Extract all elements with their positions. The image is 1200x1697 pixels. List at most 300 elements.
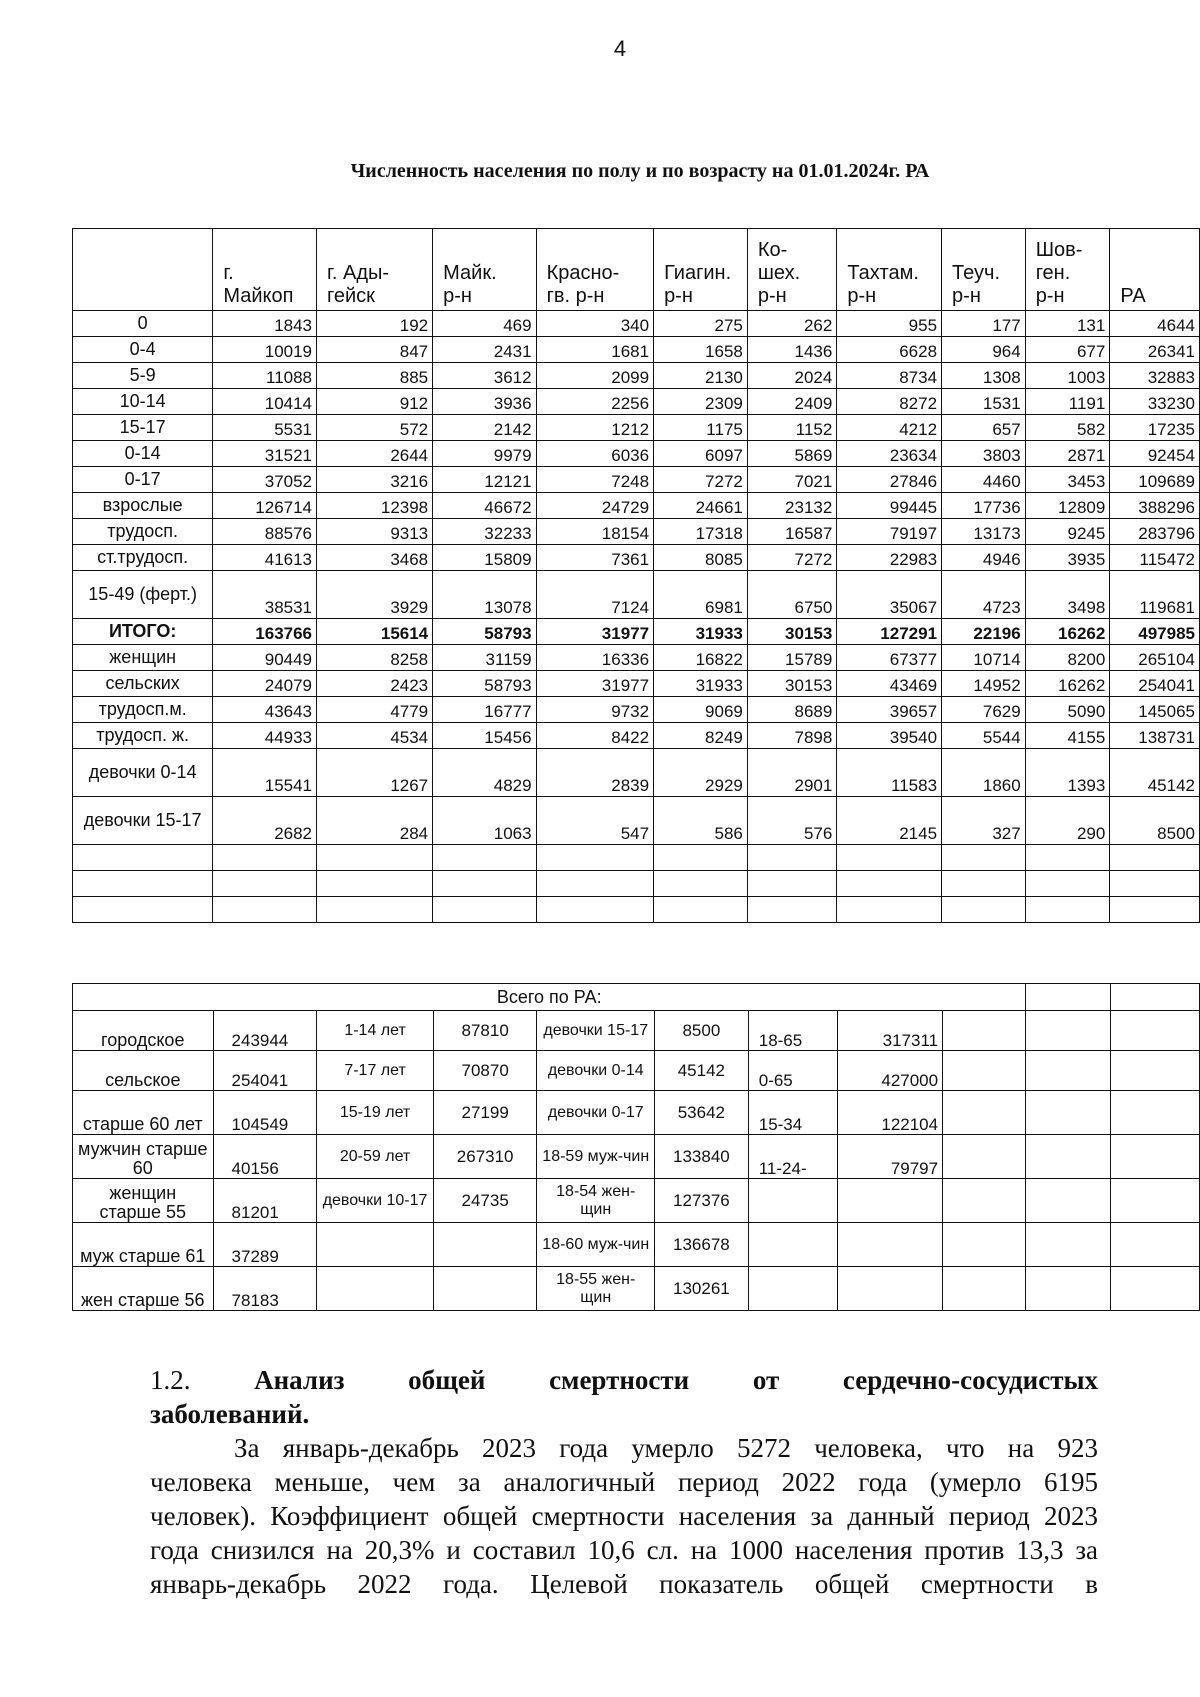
- population-table: [72, 228, 1200, 923]
- table-cell: 5869: [747, 441, 836, 467]
- table-cell: 127291: [837, 619, 942, 645]
- table-cell: 284: [317, 797, 433, 845]
- empty-cell: [747, 845, 836, 871]
- summary-empty-cell: [943, 1267, 1026, 1311]
- table-cell: 1191: [1025, 389, 1110, 415]
- table-cell: 12398: [317, 493, 433, 519]
- table-cell: 8272: [837, 389, 942, 415]
- table-cell: 3216: [317, 467, 433, 493]
- table-cell: 16777: [433, 697, 536, 723]
- section-heading-tail: заболеваний.: [150, 1399, 310, 1429]
- table-cell: 92454: [1110, 441, 1200, 467]
- table-cell: 8734: [837, 363, 942, 389]
- table-cell: 576: [747, 797, 836, 845]
- table-cell: 15809: [433, 545, 536, 571]
- header-empty-cell: [73, 229, 213, 311]
- table-cell: 3453: [1025, 467, 1110, 493]
- group-label: девочки 15-17: [537, 1011, 655, 1051]
- table-cell: 6981: [654, 571, 748, 619]
- table-row: [73, 797, 1200, 845]
- column-header: [942, 229, 1026, 311]
- summary-empty-cell: [1026, 1223, 1110, 1267]
- row-label: 15-17: [73, 415, 213, 441]
- column-header-line: р-н: [443, 285, 472, 307]
- summary-value: 81201: [213, 1179, 317, 1223]
- range-label: 11-24-: [748, 1135, 838, 1179]
- empty-cell: [942, 897, 1026, 923]
- paragraph-line: За январь-декабрь 2023 года умерло 5272 человека, что на 923: [234, 1433, 1098, 1463]
- table-cell: 275: [654, 311, 748, 337]
- table-cell: 13078: [433, 571, 536, 619]
- group-label: 18-60 муж-чин: [537, 1223, 655, 1267]
- empty-cell: [433, 845, 536, 871]
- table-cell: 35067: [837, 571, 942, 619]
- table-cell: 4723: [942, 571, 1026, 619]
- row-label: 0-4: [73, 337, 213, 363]
- summary-row: [73, 1267, 1200, 1311]
- empty-cell: [1110, 871, 1200, 897]
- table-cell: 2431: [433, 337, 536, 363]
- summary-row: [73, 1091, 1200, 1135]
- group-value: 133840: [655, 1135, 749, 1179]
- table-cell: 7248: [536, 467, 654, 493]
- summary-empty-cell: [1110, 984, 1199, 1011]
- empty-cell: [1025, 845, 1110, 871]
- group-value: 130261: [655, 1267, 749, 1311]
- empty-cell: [654, 871, 748, 897]
- summary-empty-cell: [943, 1135, 1026, 1179]
- table-cell: 2024: [747, 363, 836, 389]
- empty-cell: [747, 871, 836, 897]
- age-group-label: девочки 10-17: [317, 1179, 434, 1223]
- group-label: 18-55 жен-щин: [537, 1267, 655, 1311]
- summary-empty-cell: [1026, 1011, 1110, 1051]
- row-label: 5-9: [73, 363, 213, 389]
- group-value: 136678: [655, 1223, 749, 1267]
- table-row: [73, 363, 1200, 389]
- table-row: [73, 671, 1200, 697]
- table-row: [73, 645, 1200, 671]
- summary-empty-cell: [1026, 1179, 1110, 1223]
- age-group-label: [317, 1223, 434, 1267]
- table-cell: 16262: [1025, 619, 1110, 645]
- table-cell: 388296: [1110, 493, 1200, 519]
- table-cell: 12121: [433, 467, 536, 493]
- summary-empty-cell: [1026, 1051, 1110, 1091]
- table-cell: 5544: [942, 723, 1026, 749]
- table-cell: 1063: [433, 797, 536, 845]
- empty-cell: [317, 897, 433, 923]
- table-cell: 1152: [747, 415, 836, 441]
- empty-cell: [654, 845, 748, 871]
- table-cell: 24661: [654, 493, 748, 519]
- table-cell: 13173: [942, 519, 1026, 545]
- table-row: [73, 467, 1200, 493]
- table-cell: 44933: [213, 723, 317, 749]
- section-heading-word: от: [752, 1365, 780, 1395]
- table-cell: 290: [1025, 797, 1110, 845]
- table-cell: 45142: [1110, 749, 1200, 797]
- empty-cell: [747, 897, 836, 923]
- table-cell: 99445: [837, 493, 942, 519]
- table-cell: 8258: [317, 645, 433, 671]
- table-cell: 15789: [747, 645, 836, 671]
- table-cell: 254041: [1110, 671, 1200, 697]
- table-cell: 23132: [747, 493, 836, 519]
- table-cell: 79197: [837, 519, 942, 545]
- table-cell: 6097: [654, 441, 748, 467]
- empty-cell: [536, 897, 654, 923]
- empty-cell: [1025, 871, 1110, 897]
- empty-cell: [73, 871, 213, 897]
- table-cell: 9069: [654, 697, 748, 723]
- row-label: ИТОГО:: [73, 619, 213, 645]
- table-cell: 12809: [1025, 493, 1110, 519]
- table-row: [73, 441, 1200, 467]
- table-cell: 1175: [654, 415, 748, 441]
- table-cell: 109689: [1110, 467, 1200, 493]
- table-row: [73, 311, 1200, 337]
- table-cell: 16587: [747, 519, 836, 545]
- summary-empty-cell: [943, 1011, 1026, 1051]
- group-label: девочки 0-14: [537, 1051, 655, 1091]
- column-header: [1110, 229, 1200, 311]
- empty-cell: [1110, 897, 1200, 923]
- table-cell: 265104: [1110, 645, 1200, 671]
- column-header-line: шех.: [757, 262, 801, 284]
- column-header-line: р-н: [847, 285, 877, 307]
- table-cell: 33230: [1110, 389, 1200, 415]
- table-row: [73, 389, 1200, 415]
- empty-row: [73, 871, 1200, 897]
- empty-cell: [1110, 845, 1200, 871]
- table-cell: 5090: [1025, 697, 1110, 723]
- table-cell: 2130: [654, 363, 748, 389]
- empty-cell: [213, 871, 317, 897]
- table-cell: 9979: [433, 441, 536, 467]
- column-header-line: Теуч.: [952, 262, 1000, 284]
- age-group-value: 27199: [433, 1091, 537, 1135]
- column-header-line: г. Ады-: [327, 262, 390, 284]
- table-cell: 8249: [654, 723, 748, 749]
- table-cell: 1681: [536, 337, 654, 363]
- table-cell: 31933: [654, 671, 748, 697]
- table-row: [73, 415, 1200, 441]
- column-header: [747, 229, 836, 311]
- summary-empty-cell: [1026, 1135, 1110, 1179]
- column-header-line: г.: [223, 262, 234, 284]
- table-cell: 9313: [317, 519, 433, 545]
- range-value: 317311: [838, 1011, 943, 1051]
- table-cell: 7272: [747, 545, 836, 571]
- column-header-line: р-н: [757, 285, 787, 307]
- table-cell: 31521: [213, 441, 317, 467]
- table-cell: 37052: [213, 467, 317, 493]
- row-label: девочки 15-17: [73, 797, 213, 845]
- table-cell: 8500: [1110, 797, 1200, 845]
- row-label: взрослые: [73, 493, 213, 519]
- group-label: 18-59 муж-чин: [537, 1135, 655, 1179]
- table-cell: 4829: [433, 749, 536, 797]
- table-cell: 3929: [317, 571, 433, 619]
- table-cell: 3936: [433, 389, 536, 415]
- table-cell: 145065: [1110, 697, 1200, 723]
- row-label: 0-14: [73, 441, 213, 467]
- column-header-line: Майкоп: [223, 285, 294, 307]
- table-cell: 7272: [654, 467, 748, 493]
- table-cell: 41613: [213, 545, 317, 571]
- summary-empty-cell: [1026, 1091, 1110, 1135]
- table-cell: 4779: [317, 697, 433, 723]
- row-label: трудосп.: [73, 519, 213, 545]
- table-cell: 8200: [1025, 645, 1110, 671]
- range-value: 79797: [838, 1135, 943, 1179]
- age-group-value: 24735: [433, 1179, 537, 1223]
- table-header-row: [73, 229, 1200, 311]
- table-cell: 6750: [747, 571, 836, 619]
- summary-row: [73, 1051, 1200, 1091]
- table-cell: 964: [942, 337, 1026, 363]
- age-group-label: 20-59 лет: [317, 1135, 434, 1179]
- table-cell: 847: [317, 337, 433, 363]
- table-cell: 327: [942, 797, 1026, 845]
- age-group-value: 267310: [433, 1135, 537, 1179]
- table-cell: 1658: [654, 337, 748, 363]
- empty-row: [73, 845, 1200, 871]
- table-cell: 2929: [654, 749, 748, 797]
- column-header: [433, 229, 536, 311]
- section-heading-word: Анализ: [254, 1365, 345, 1395]
- summary-label: старше 60 лет: [73, 1091, 214, 1135]
- table-cell: 1003: [1025, 363, 1110, 389]
- table-cell: 677: [1025, 337, 1110, 363]
- group-value: 45142: [655, 1051, 749, 1091]
- table-cell: 1860: [942, 749, 1026, 797]
- table-cell: 10414: [213, 389, 317, 415]
- group-value: 8500: [655, 1011, 749, 1051]
- table-cell: 88576: [213, 519, 317, 545]
- table-cell: 15456: [433, 723, 536, 749]
- age-group-label: 15-19 лет: [317, 1091, 434, 1135]
- table-cell: 1212: [536, 415, 654, 441]
- summary-value: 254041: [213, 1051, 317, 1091]
- age-group-label: 7-17 лет: [317, 1051, 434, 1091]
- empty-cell: [837, 871, 942, 897]
- summary-empty-cell: [943, 1223, 1026, 1267]
- summary-table: [72, 983, 1200, 1311]
- summary-empty-cell: [1110, 1179, 1199, 1223]
- table-cell: 912: [317, 389, 433, 415]
- summary-value: 37289: [213, 1223, 317, 1267]
- section-heading-word: сердечно-сосудистых: [842, 1365, 1099, 1395]
- row-label: 10-14: [73, 389, 213, 415]
- paragraph-line: человек). Коэффициент общей смертности населения за данный период 2023: [150, 1501, 1098, 1531]
- summary-empty-cell: [1026, 984, 1110, 1011]
- table-cell: 1436: [747, 337, 836, 363]
- column-header: [317, 229, 433, 311]
- section-heading-word: общей: [408, 1365, 486, 1395]
- table-cell: 8422: [536, 723, 654, 749]
- table-cell: 24729: [536, 493, 654, 519]
- empty-cell: [213, 845, 317, 871]
- column-header: [213, 229, 317, 311]
- row-label: 15-49 (ферт.): [73, 571, 213, 619]
- summary-value: 40156: [213, 1135, 317, 1179]
- table-cell: 23634: [837, 441, 942, 467]
- table-cell: 10714: [942, 645, 1026, 671]
- table-cell: 6036: [536, 441, 654, 467]
- empty-cell: [536, 871, 654, 897]
- table-cell: 6628: [837, 337, 942, 363]
- table-cell: 4212: [837, 415, 942, 441]
- age-group-label: [317, 1267, 434, 1311]
- table-row: [73, 545, 1200, 571]
- table-cell: 4644: [1110, 311, 1200, 337]
- table-cell: 7361: [536, 545, 654, 571]
- empty-cell: [654, 897, 748, 923]
- table-cell: 8689: [747, 697, 836, 723]
- age-group-label: 1-14 лет: [317, 1011, 434, 1051]
- section-number: 1.2.: [150, 1365, 191, 1395]
- body-paragraph: [150, 1431, 1098, 1601]
- range-value: [838, 1267, 943, 1311]
- table-cell: 177: [942, 311, 1026, 337]
- paragraph-line: человека меньше, чем за аналогичный период 2022 года (умерло 6195: [150, 1467, 1098, 1497]
- table-cell: 15614: [317, 619, 433, 645]
- row-label: трудосп. ж.: [73, 723, 213, 749]
- table-cell: 4534: [317, 723, 433, 749]
- page-number: 4: [613, 36, 627, 61]
- summary-label: женщин старше 55: [73, 1179, 214, 1223]
- table-cell: 3498: [1025, 571, 1110, 619]
- empty-cell: [73, 897, 213, 923]
- section-heading: [150, 1363, 1098, 1397]
- row-label: ст.трудосп.: [73, 545, 213, 571]
- summary-row: [73, 1179, 1200, 1223]
- summary-empty-cell: [1110, 1135, 1199, 1179]
- empty-cell: [536, 845, 654, 871]
- table-row: [73, 619, 1200, 645]
- row-label: 0: [73, 311, 213, 337]
- table-cell: 1531: [942, 389, 1026, 415]
- table-cell: 18154: [536, 519, 654, 545]
- table-cell: 90449: [213, 645, 317, 671]
- summary-empty-cell: [943, 1051, 1026, 1091]
- paragraph-line: года снизился на 20,3% и составил 10,6 сл. на 1000 населения против 13,3 за: [150, 1535, 1098, 1565]
- range-label: 0-65: [748, 1051, 838, 1091]
- table-cell: 119681: [1110, 571, 1200, 619]
- column-header: [837, 229, 942, 311]
- table-cell: 10019: [213, 337, 317, 363]
- summary-value: 243944: [213, 1011, 317, 1051]
- table-cell: 22983: [837, 545, 942, 571]
- table-cell: 5531: [213, 415, 317, 441]
- table-title: Численность населения по полу и по возрасту на 01.01.2024г. РА: [350, 160, 930, 182]
- table-cell: 46672: [433, 493, 536, 519]
- summary-value: 104549: [213, 1091, 317, 1135]
- table-cell: 30153: [747, 619, 836, 645]
- table-cell: 2682: [213, 797, 317, 845]
- table-cell: 4155: [1025, 723, 1110, 749]
- column-header-line: р-н: [1035, 285, 1065, 307]
- summary-empty-cell: [1110, 1223, 1199, 1267]
- age-group-value: [433, 1223, 537, 1267]
- column-header-line: Красно-: [546, 262, 620, 284]
- table-cell: 7898: [747, 723, 836, 749]
- summary-label: мужчин старше 60: [73, 1135, 214, 1179]
- table-cell: 39540: [837, 723, 942, 749]
- table-cell: 67377: [837, 645, 942, 671]
- table-cell: 14952: [942, 671, 1026, 697]
- table-cell: 497985: [1110, 619, 1200, 645]
- summary-empty-cell: [943, 1179, 1026, 1223]
- table-cell: 16262: [1025, 671, 1110, 697]
- table-cell: 2099: [536, 363, 654, 389]
- table-cell: 163766: [213, 619, 317, 645]
- empty-cell: [942, 845, 1026, 871]
- table-cell: 26341: [1110, 337, 1200, 363]
- table-cell: 58793: [433, 671, 536, 697]
- group-label: девочки 0-17: [537, 1091, 655, 1135]
- table-cell: 4460: [942, 467, 1026, 493]
- table-cell: 582: [1025, 415, 1110, 441]
- table-cell: 43469: [837, 671, 942, 697]
- column-header-line: Гиагин.: [664, 262, 732, 284]
- empty-cell: [942, 871, 1026, 897]
- table-cell: 27846: [837, 467, 942, 493]
- summary-title: Всего по РА:: [73, 984, 1026, 1011]
- range-value: [838, 1179, 943, 1223]
- column-header-line: р-н: [952, 285, 981, 307]
- table-cell: 58793: [433, 619, 536, 645]
- age-group-value: [433, 1267, 537, 1311]
- table-cell: 3803: [942, 441, 1026, 467]
- table-cell: 11583: [837, 749, 942, 797]
- row-label: девочки 0-14: [73, 749, 213, 797]
- column-header-line: Ко-: [757, 239, 788, 261]
- table-cell: 15541: [213, 749, 317, 797]
- paragraph-line: январь-декабрь 2022 года. Целевой показатель общей смертности в: [150, 1569, 1098, 1599]
- table-cell: 885: [317, 363, 433, 389]
- column-header: [536, 229, 654, 311]
- summary-label: муж старше 61: [73, 1223, 214, 1267]
- table-cell: 657: [942, 415, 1026, 441]
- table-cell: 31159: [433, 645, 536, 671]
- range-value: 122104: [838, 1091, 943, 1135]
- table-cell: 32233: [433, 519, 536, 545]
- row-label: трудосп.м.: [73, 697, 213, 723]
- column-header: [654, 229, 748, 311]
- summary-value: 78183: [213, 1267, 317, 1311]
- table-cell: 9245: [1025, 519, 1110, 545]
- summary-label: сельское: [73, 1051, 214, 1091]
- column-header: [1025, 229, 1110, 311]
- table-cell: 2142: [433, 415, 536, 441]
- summary-empty-cell: [1110, 1267, 1199, 1311]
- summary-title-row: [73, 984, 1200, 1011]
- column-header-line: Майк.: [443, 262, 497, 284]
- table-cell: 7629: [942, 697, 1026, 723]
- table-cell: 24079: [213, 671, 317, 697]
- empty-cell: [433, 897, 536, 923]
- range-label: [748, 1267, 838, 1311]
- empty-cell: [1025, 897, 1110, 923]
- empty-cell: [317, 845, 433, 871]
- table-cell: 31933: [654, 619, 748, 645]
- column-header-line: гв. р-н: [546, 285, 605, 307]
- table-cell: 32883: [1110, 363, 1200, 389]
- empty-row: [73, 897, 1200, 923]
